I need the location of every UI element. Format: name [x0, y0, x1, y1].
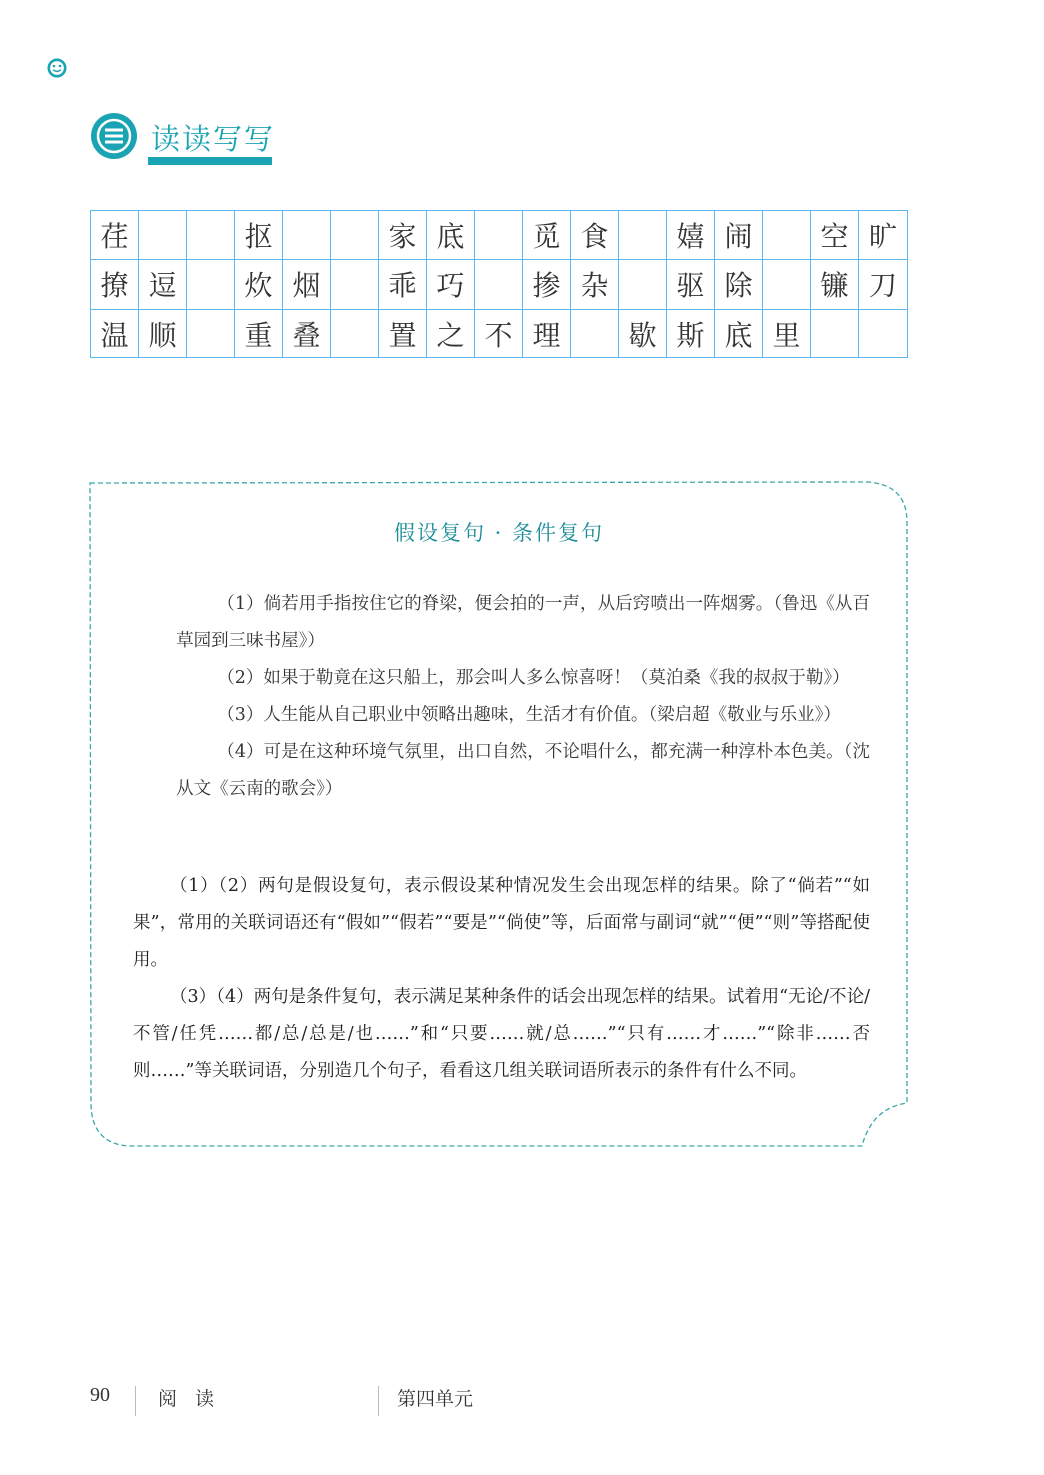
grid-cell: 闹 [715, 211, 763, 259]
grid-cell: 撩 [91, 260, 139, 308]
grid-cell: 荏 [91, 211, 139, 259]
grid-cell: 空 [811, 211, 859, 259]
grid-cell: 驱 [667, 260, 715, 308]
section-title: 读读写写 [151, 122, 276, 156]
grid-cell: 抠 [235, 211, 283, 259]
knowledge-box-title: 假设复句 · 条件复句 [393, 521, 605, 545]
grid-cell: 理 [523, 310, 571, 358]
grid-cell: 杂 [571, 260, 619, 308]
grid-cell: 温 [91, 310, 139, 358]
grid-cell: 乖 [379, 260, 427, 308]
example-sentence: （3）人生能从自己职业中领略出趣味，生活才有价值。（梁启超《敬业与乐业》） [217, 705, 841, 725]
grid-cell: 食 [571, 211, 619, 259]
grid-cell: 顺 [139, 310, 187, 358]
grid-cell: 烟 [283, 260, 331, 308]
grid-cell: 巧 [427, 260, 475, 308]
grid-cell: 逗 [139, 260, 187, 308]
grid-cell: 刀 [868, 269, 897, 303]
grid-cell: 不 [475, 310, 523, 358]
grid-cell: 炊 [235, 260, 283, 308]
grid-cell: 斯 [667, 310, 715, 358]
grid-cell: 置 [379, 310, 427, 358]
footer-unit: 第四单元 [397, 1388, 474, 1410]
grid-cell: 嬉 [667, 211, 715, 259]
explanation-paragraph: （3）（4）两句是条件复句，表示满足某种条件的话会出现怎样的结果。试着用“无论/不论/不管/任凭……都/总/总是/也……”和“只要……就/总……”“只有……才……”“除非……否则……”等关联词语，分别造几个句子，看看这几组关联词语所表示的条件有什么不同。 [133, 987, 870, 1081]
explanation-notes [133, 868, 870, 1090]
explanation-paragraph: （1）（2）两句是假设复句，表示假设某种情况发生会出现怎样的结果。除了“倘若”“如果”，常用的关联词语还有“假如”“假若”“要是”“倘使”等，后面常与副词“就”“便”“则”等搭配使用。 [133, 876, 870, 970]
footer-divider [135, 1386, 136, 1416]
grid-cell: 觅 [523, 211, 571, 259]
grid-cell: 掺 [523, 260, 571, 308]
example-sentence: （2）如果于勒竟在这只船上，那会叫人多么惊喜呀！（莫泊桑《我的叔叔于勒》） [217, 668, 850, 688]
footer-section: 阅 读 [158, 1388, 221, 1410]
grid-cell: 叠 [283, 310, 331, 358]
example-sentences [135, 586, 870, 808]
grid-cell: 底 [427, 211, 475, 259]
grid-cell: 之 [427, 310, 475, 358]
page-number: 90 [90, 1384, 110, 1406]
footer-divider [378, 1386, 379, 1416]
grid-cell: 重 [235, 310, 283, 358]
grid-cell: 里 [763, 310, 811, 358]
example-sentence: （1）倘若用手指按住它的脊梁，便会拍的一声，从后窍喷出一阵烟雾。（鲁迅《从百草园到三味书屋》） [176, 594, 870, 651]
grid-cell: 家 [379, 211, 427, 259]
example-sentence: （4）可是在这种环境气氛里，出口自然，不论唱什么，都充满一种淳朴本色美。（沈从文《云南的歌会》） [176, 742, 870, 799]
grid-cell: 除 [715, 260, 763, 308]
grid-cell: 镰 [811, 260, 859, 308]
grid-cell: 底 [715, 310, 763, 358]
grid-cell: 旷 [868, 220, 897, 254]
grid-cell: 歇 [619, 310, 667, 358]
